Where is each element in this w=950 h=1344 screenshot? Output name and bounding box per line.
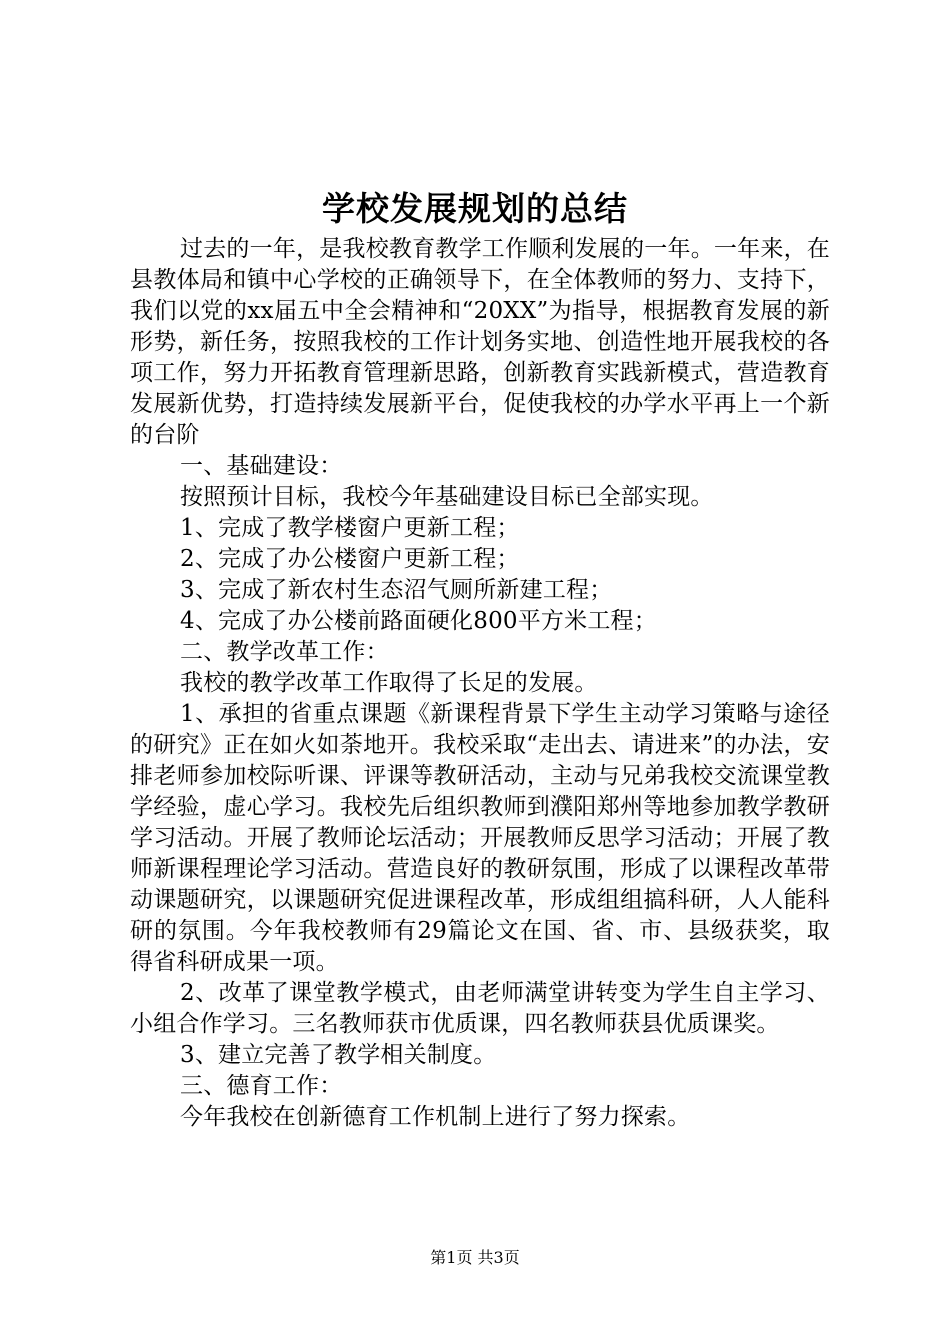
- section-heading-infrastructure: 一、基础建设：: [180, 453, 343, 479]
- list-item: 1、承担的省重点课题《新课程背景下学生主动学习策略与途径的研究》正在如火如荼地开。我校采取“走出去、请进来”的办法，安排老师参加校际听课、评课等教研活动，主动与兄弟我校交流课堂教学经验，虚心学习。我校先后组织教师到濮阳郑州等地参加教学教研学习活动。开展了教师论坛活动；开展教师反思学习活动；开展了教师新课程理论学习活动。营造良好的教研氛围，形成了以课程改革带动课题研究，以课题研究促进课程改革，形成组组搞科研，人人能科研的氛围。今年我校教师有29篇论文在国、省、市、县级获奖，取得省科研成果一项。: [130, 701, 830, 975]
- section-heading-teaching-reform: 二、教学改革工作：: [180, 639, 389, 665]
- list-item: 3、完成了新农村生态沼气厕所新建工程；: [180, 577, 613, 603]
- list-item: 2、改革了课堂教学模式，由老师满堂讲转变为学生自主学习、小组合作学习。三名教师获市优质课，四名教师获县优质课奖。: [130, 980, 830, 1037]
- document-body: [130, 234, 830, 1133]
- page-number-footer: 第1页 共3页: [430, 1248, 520, 1267]
- list-item: 2、完成了办公楼窗户更新工程；: [180, 546, 520, 572]
- paragraph: 我校的教学改革工作取得了长足的发展。: [180, 670, 598, 696]
- paragraph: 今年我校在创新德育工作机制上进行了努力探索。: [180, 1104, 691, 1130]
- document-title: 学校发展规划的总结: [322, 189, 628, 228]
- list-item: 4、完成了办公楼前路面硬化800平方米工程；: [180, 608, 657, 634]
- paragraph-intro: 过去的一年，是我校教育教学工作顺利发展的一年。一年来，在县教体局和镇中心学校的正确领导下，在全体教师的努力、支持下，我们以党的xx届五中全会精神和“20XX”为指导，根据教育发展的新形势，新任务，按照我校的工作计划务实地、创造性地开展我校的各项工作，努力开拓教育管理新思路，创新教育实践新模式，营造教育发展新优势，打造持续发展新平台，促使我校的办学水平再上一个新的台阶: [130, 236, 830, 448]
- section-heading-moral-education: 三、德育工作：: [180, 1073, 343, 1099]
- paragraph: 按照预计目标，我校今年基础建设目标已全部实现。: [180, 484, 714, 510]
- list-item: 1、完成了教学楼窗户更新工程；: [180, 515, 520, 541]
- list-item: 3、建立完善了教学相关制度。: [180, 1042, 497, 1068]
